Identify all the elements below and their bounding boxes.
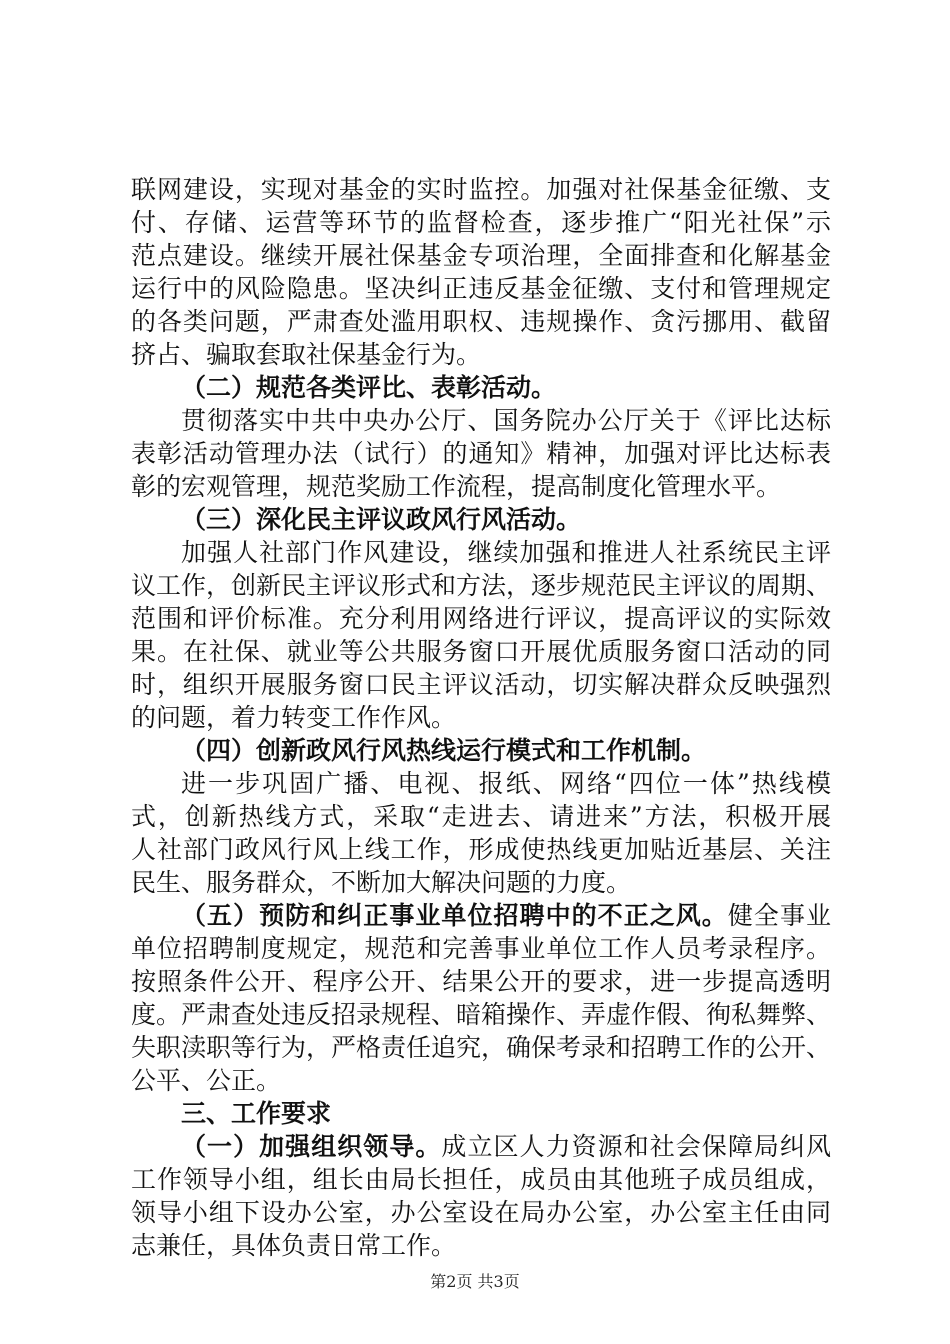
text-line: 公平、公正。 xyxy=(131,1066,282,1095)
text-line: 表彰活动管理办法（试行）的通知》精神，加强对评比达标表 xyxy=(131,439,831,468)
text-run: 健全事业 xyxy=(727,901,831,930)
text-line: 失职渎职等行为，严格责任追究，确保考录和招聘工作的公开、 xyxy=(131,1033,832,1062)
text-line: 彰的宏观管理，规范奖励工作流程，提高制度化管理水平。 xyxy=(131,472,782,501)
section-heading: 三、工作要求 xyxy=(181,1099,332,1128)
text-line: 民生、服务群众，不断加大解决问题的力度。 xyxy=(131,868,632,897)
text-line: 范围和评价标准。充分利用网络进行评议，提高评议的实际效 xyxy=(131,604,831,633)
text-line: 联网建设，实现对基金的实时监控。加强对社保基金征缴、支 xyxy=(131,175,831,204)
document-body xyxy=(131,173,831,1262)
text-line: 挤占、骗取套取社保基金行为。 xyxy=(131,340,482,369)
text-line: 按照条件公开、程序公开、结果公开的要求，进一步提高透明 xyxy=(131,967,831,996)
text-line: 进一步巩固广播、电视、报纸、网络“四位一体”热线模 xyxy=(181,769,831,798)
text-line xyxy=(131,1130,831,1163)
text-line: 的各类问题，严肃查处滥用职权、违规操作、贪污挪用、截留 xyxy=(131,307,831,336)
text-line: 加强人社部门作风建设，继续加强和推进人社系统民主评 xyxy=(181,538,831,567)
paragraph xyxy=(131,536,831,734)
subsection-heading: （四）创新政风行风热线运行模式和工作机制。 xyxy=(181,736,707,765)
text-line xyxy=(131,899,831,932)
text-line: 工作领导小组，组长由局长担任，成员由其他班子成员组成， xyxy=(131,1165,831,1194)
paragraph xyxy=(131,1130,831,1262)
text-line: 度。严肃查处违反招录规程、暗箱操作、弄虚作假、徇私舞弊、 xyxy=(131,1000,832,1029)
text-line: 议工作，创新民主评议形式和方法，逐步规范民主评议的周期、 xyxy=(131,571,832,600)
subsection-heading: （一）加强组织领导。 xyxy=(181,1132,442,1161)
text-line: 的问题，着力转变工作作风。 xyxy=(131,703,457,732)
text-line: 付、存储、运营等环节的监督检查，逐步推广“阳光社保”示 xyxy=(131,208,831,237)
text-line: 式，创新热线方式，采取“走进去、请进来”方法，积极开展 xyxy=(131,802,831,831)
subsection-heading: （五）预防和纠正事业单位招聘中的不正之风。 xyxy=(181,901,728,930)
text-line: 单位招聘制度规定，规范和完善事业单位工作人员考录程序。 xyxy=(131,934,831,963)
paragraph xyxy=(131,404,831,503)
page-number: 第2页 共3页 xyxy=(430,1272,520,1291)
text-line: 贯彻落实中共中央办公厅、国务院办公厅关于《评比达标 xyxy=(181,406,831,435)
paragraph xyxy=(131,173,831,371)
text-line: 果。在社保、就业等公共服务窗口开展优质服务窗口活动的同 xyxy=(131,637,831,666)
text-line: 志兼任，具体负责日常工作。 xyxy=(131,1231,457,1260)
subsection-heading: （三）深化民主评议政风行风活动。 xyxy=(181,505,582,534)
paragraph xyxy=(131,899,831,1097)
text-line: 人社部门政风行风上线工作，形成使热线更加贴近基层、关注 xyxy=(131,835,831,864)
paragraph xyxy=(131,767,831,899)
text-line: 领导小组下设办公室，办公室设在局办公室，办公室主任由同 xyxy=(131,1198,831,1227)
text-run: 成立区人力资源和社会保障局纠风 xyxy=(441,1132,831,1161)
page-footer xyxy=(0,1272,950,1292)
text-line: 时，组织开展服务窗口民主评议活动，切实解决群众反映强烈 xyxy=(131,670,831,699)
text-line: 范点建设。继续开展社保基金专项治理，全面排查和化解基金 xyxy=(131,241,831,270)
text-line: 运行中的风险隐患。坚决纠正违反基金征缴、支付和管理规定 xyxy=(131,274,831,303)
subsection-heading: （二）规范各类评比、表彰活动。 xyxy=(181,373,557,402)
